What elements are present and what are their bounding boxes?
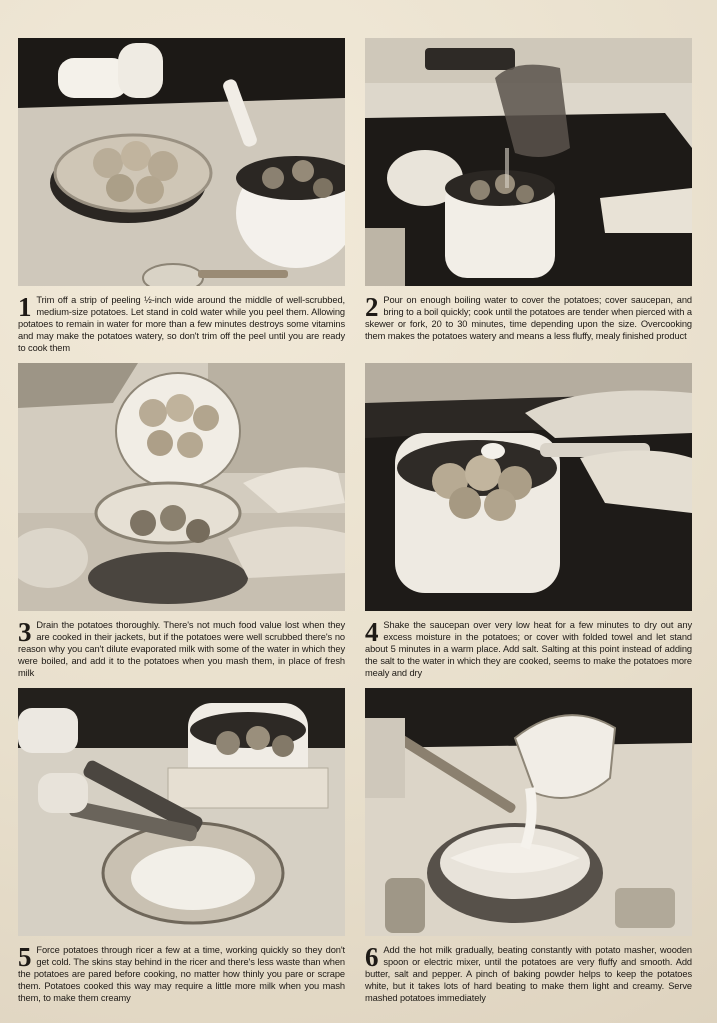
step-5-number: 5	[18, 942, 32, 972]
step-4-photo	[365, 363, 692, 611]
step-panel-6	[365, 688, 692, 1010]
step-panel-1	[18, 38, 345, 360]
step-4-number: 4	[365, 617, 379, 647]
step-2-caption	[365, 294, 692, 342]
step-1-photo	[18, 38, 345, 286]
step-panel-2	[365, 38, 692, 360]
step-6-photo	[365, 688, 692, 936]
step-4-text: Shake the saucepan over very low heat for a few minutes to dry out any excess moisture in the potatoes; or cover with folded towel and let stand about 5 minutes in a warm place. Add salt. Salting at this point instead of adding the salt to the water in which they are cooked, seems to make the potatoes more mealy and dry	[365, 620, 692, 679]
step-5-photo	[18, 688, 345, 936]
step-panel-4	[365, 363, 692, 685]
step-2-text: Pour on enough boiling water to cover the potatoes; cover saucepan, and bring to a boil quickly; cook until the potatoes are tender when pierced with a skewer or fork, 20 to 30 minutes, time depending upon the size. Overcooking them makes the potatoes watery and means a less fluffy, mealy finished product	[365, 295, 692, 342]
step-1-caption	[18, 294, 345, 354]
step-grid	[18, 38, 692, 1010]
step-3-number: 3	[18, 617, 32, 647]
step-5-caption	[18, 944, 345, 1004]
step-3-text: Drain the potatoes thoroughly. There's not much food value lost when they are cooked in their jackets, but if the potatoes were well scrubbed there's no reason why you can't dilute evaporated milk with some of the water in which they were boiled, and add it to the potatoes when you mash them, in place of fresh milk	[18, 620, 345, 679]
step-5-text: Force potatoes through ricer a few at a time, working quickly so they don't get cold. The skins stay behind in the ricer and there's less waste than when the potatoes are pared before cooking, no matter how thinly you pare or scrape them. Potatoes cooked this way may require a little more milk when you mash them, to make them creamy	[18, 945, 345, 1004]
step-3-caption	[18, 619, 345, 679]
step-1-number: 1	[18, 292, 32, 322]
step-panel-5	[18, 688, 345, 1010]
step-2-photo	[365, 38, 692, 286]
step-2-number: 2	[365, 292, 379, 322]
step-6-caption	[365, 944, 692, 1004]
step-3-photo	[18, 363, 345, 611]
step-6-number: 6	[365, 942, 379, 972]
step-6-text: Add the hot milk gradually, beating constantly with potato masher, wooden spoon or electric mixer, until the potatoes are very fluffy and smooth. Add butter, salt and pepper. A pinch of baking powder helps to keep the potatoes white, but it takes lots of hard beating to make them light and creamy. Serve mashed potatoes immediately	[365, 945, 692, 1004]
step-panel-3	[18, 363, 345, 685]
step-4-caption	[365, 619, 692, 679]
step-1-text: Trim off a strip of peeling ½-inch wide around the middle of well-scrubbed, medium-size potatoes. Let stand in cold water while you peel them. Allowing potatoes to remain in water for more than a few minutes destroys some vitamins and may make the potatoes watery, so don't trim off the peel until you are ready to cook them	[18, 295, 345, 354]
